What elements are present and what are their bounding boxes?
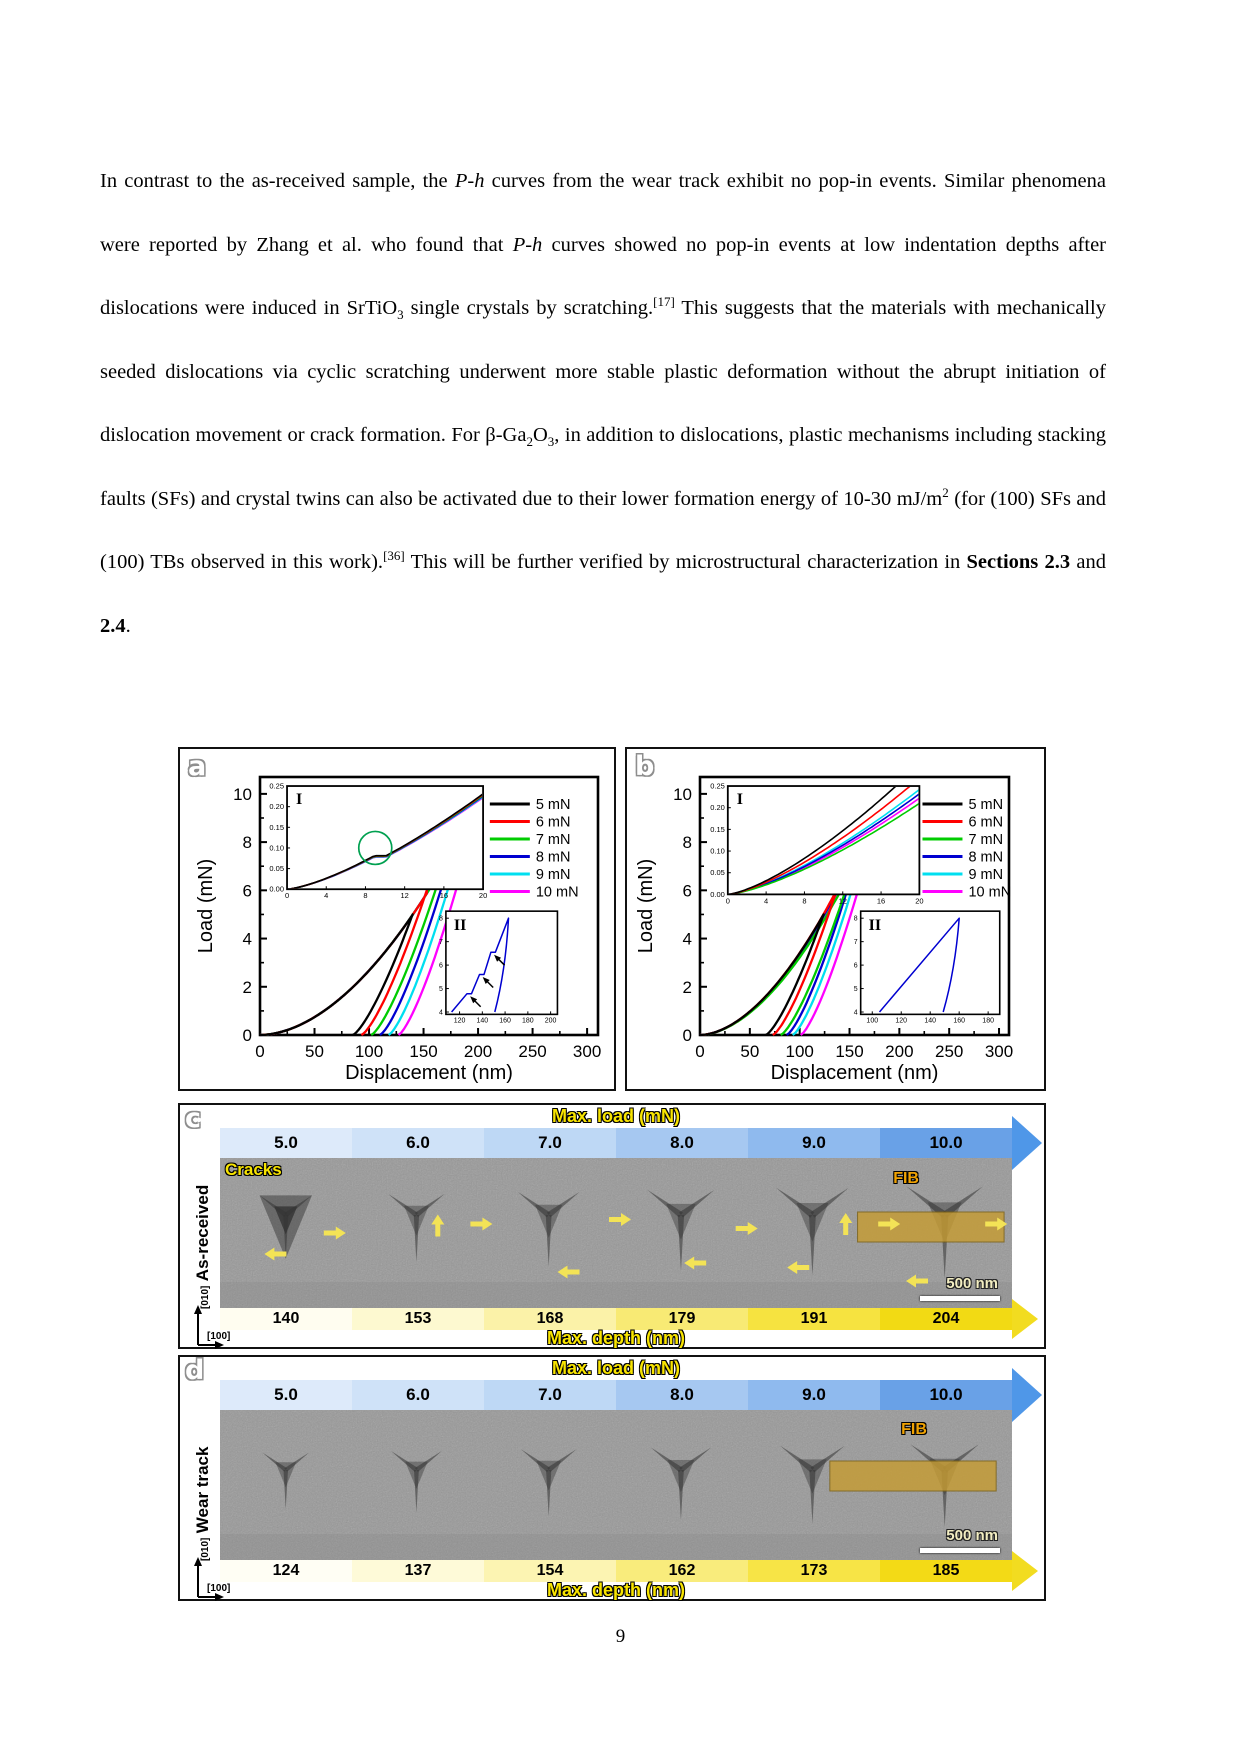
depth-value: 179 (616, 1308, 748, 1330)
svg-text:8: 8 (802, 896, 807, 906)
svg-text:8: 8 (242, 833, 252, 853)
svg-text:20: 20 (915, 896, 924, 906)
load-value: 5.0 (220, 1380, 352, 1410)
load-value: 7.0 (484, 1380, 616, 1410)
x-axis-label: Displacement (nm) (770, 1062, 939, 1084)
depth-scale-bar (220, 1308, 1012, 1330)
direction-100-label: [100] (207, 1331, 231, 1342)
svg-text:16: 16 (439, 891, 449, 901)
svg-text:12: 12 (400, 891, 409, 901)
svg-text:300: 300 (984, 1042, 1014, 1061)
direction-010-label: [010] (200, 1537, 211, 1561)
cracks-label: Cracks (225, 1160, 282, 1179)
legend-label: 9 mN (968, 867, 1004, 883)
svg-text:150: 150 (835, 1042, 864, 1061)
svg-text:250: 250 (935, 1042, 964, 1061)
svg-text:120: 120 (453, 1017, 466, 1025)
depth-value: 124 (220, 1560, 352, 1582)
max-load-title: Max. load (mN) (551, 1106, 680, 1126)
svg-text:6: 6 (853, 962, 858, 970)
svg-text:5: 5 (853, 986, 858, 994)
sem-micrograph (220, 1410, 1012, 1560)
svg-text:100: 100 (866, 1017, 879, 1025)
svg-text:6: 6 (242, 881, 252, 901)
svg-text:180: 180 (982, 1017, 994, 1025)
y-axis-label: Load (mN) (195, 858, 217, 954)
panel-c (178, 1103, 1046, 1349)
depth-value: 191 (748, 1308, 880, 1330)
svg-text:0: 0 (284, 891, 290, 901)
svg-text:7: 7 (438, 939, 443, 947)
load-value: 6.0 (352, 1128, 484, 1158)
svg-text:0.05: 0.05 (710, 868, 725, 878)
svg-text:12: 12 (838, 896, 847, 906)
svg-text:200: 200 (885, 1042, 914, 1061)
svg-text:100: 100 (354, 1042, 384, 1061)
svg-text:4: 4 (242, 929, 252, 949)
svg-text:50: 50 (305, 1042, 324, 1061)
row-label (193, 1185, 213, 1309)
sem-image-strip (220, 1410, 1012, 1560)
load-arrow-head-icon (1012, 1116, 1042, 1170)
direction-010-label: [010] (200, 1285, 211, 1309)
svg-text:10: 10 (233, 784, 252, 804)
x-axis-label: Displacement (nm) (345, 1062, 513, 1084)
legend-label: 8 mN (535, 849, 571, 866)
scalebar-label: 500 nm (946, 1275, 998, 1292)
svg-text:150: 150 (409, 1042, 438, 1061)
row-label (193, 1447, 213, 1561)
svg-text:0.15: 0.15 (710, 824, 725, 834)
legend-label: 6 mN (535, 814, 571, 831)
panel-b (625, 747, 1046, 1091)
svg-text:7: 7 (853, 939, 858, 947)
svg-text:0: 0 (242, 1026, 252, 1045)
depth-value: 140 (220, 1308, 352, 1330)
svg-text:200: 200 (544, 1017, 557, 1025)
direction-100-label: [100] (207, 1583, 231, 1594)
fib-label: FIB (901, 1420, 927, 1438)
svg-text:8: 8 (363, 891, 368, 901)
ph-chart-b (627, 749, 1044, 1089)
inset-II-label: II (453, 917, 467, 935)
svg-text:0.25: 0.25 (269, 781, 285, 791)
max-depth-title: Max. depth (nm) (547, 1580, 685, 1600)
load-value: 10.0 (880, 1128, 1012, 1158)
load-value: 10.0 (880, 1380, 1012, 1410)
panel-label-a: a (188, 751, 207, 782)
load-scale-bar (220, 1128, 1012, 1158)
sample-label: As-received (193, 1184, 212, 1282)
svg-text:0.05: 0.05 (269, 864, 285, 874)
svg-text:0: 0 (682, 1026, 692, 1045)
ph-chart-svg (627, 749, 1044, 1089)
svg-text:0.20: 0.20 (710, 803, 725, 813)
ph-chart-svg (180, 749, 614, 1089)
svg-text:140: 140 (476, 1017, 489, 1025)
legend-label: 7 mN (968, 832, 1004, 848)
svg-text:120: 120 (895, 1017, 908, 1025)
load-value: 6.0 (352, 1380, 484, 1410)
scalebar-label: 500 nm (946, 1527, 998, 1544)
svg-text:2: 2 (682, 977, 692, 997)
depth-value: 173 (748, 1560, 880, 1582)
fib-milling-area (858, 1212, 1005, 1242)
svg-text:8: 8 (438, 915, 443, 923)
svg-text:160: 160 (499, 1017, 511, 1025)
svg-text:8: 8 (682, 833, 692, 853)
svg-text:180: 180 (522, 1017, 534, 1025)
ph-chart-a (180, 749, 614, 1089)
svg-text:300: 300 (572, 1042, 602, 1061)
svg-text:0.20: 0.20 (269, 802, 285, 812)
load-value: 7.0 (484, 1128, 616, 1158)
load-value: 9.0 (748, 1380, 880, 1410)
depth-value: 185 (880, 1560, 1012, 1582)
legend-label: 5 mN (968, 797, 1004, 813)
y-axis-label: Load (mN) (635, 858, 657, 954)
svg-text:50: 50 (740, 1042, 760, 1061)
depth-value: 168 (484, 1308, 616, 1330)
load-arrow-head-icon (1012, 1368, 1042, 1422)
svg-text:100: 100 (785, 1042, 814, 1061)
inset-I-label: I (736, 791, 744, 809)
load-scale-bar (220, 1380, 1012, 1410)
inset-I-label: I (296, 791, 303, 809)
svg-text:6: 6 (438, 962, 443, 970)
panel-d (178, 1355, 1046, 1601)
legend-label: 5 mN (535, 797, 571, 813)
max-load-title: Max. load (mN) (551, 1358, 680, 1378)
legend-label: 10 mN (968, 884, 1012, 901)
svg-text:0.25: 0.25 (710, 781, 725, 791)
page-number: 9 (615, 1626, 626, 1647)
svg-text:0: 0 (725, 896, 730, 906)
svg-text:250: 250 (518, 1042, 547, 1061)
inset-II-label: II (868, 917, 882, 935)
depth-arrow-head-icon (1012, 1551, 1038, 1591)
svg-text:0.00: 0.00 (269, 884, 285, 894)
depth-scale-bar (220, 1560, 1012, 1582)
legend-label: 9 mN (535, 867, 571, 883)
load-value: 5.0 (220, 1128, 352, 1158)
depth-arrow-head-icon (1012, 1299, 1038, 1339)
svg-text:160: 160 (953, 1017, 966, 1025)
svg-text:4: 4 (682, 929, 692, 949)
svg-text:0.10: 0.10 (269, 843, 285, 853)
svg-text:0.15: 0.15 (269, 822, 285, 832)
depth-value: 162 (616, 1560, 748, 1582)
svg-text:20: 20 (478, 891, 488, 901)
depth-value: 154 (484, 1560, 616, 1582)
max-depth-title: Max. depth (nm) (547, 1328, 685, 1348)
depth-value: 153 (352, 1308, 484, 1330)
svg-text:4: 4 (764, 896, 769, 906)
panel-label-b: b (635, 751, 655, 782)
svg-text:8: 8 (853, 915, 858, 923)
depth-value: 204 (880, 1308, 1012, 1330)
panel-label-c: c (185, 1103, 202, 1134)
load-value: 8.0 (616, 1380, 748, 1410)
svg-text:2: 2 (242, 977, 252, 997)
legend-label: 10 mN (535, 884, 579, 901)
svg-text:4: 4 (438, 1009, 443, 1017)
inset-II (854, 911, 1000, 1024)
sem-image-strip (220, 1158, 1012, 1308)
legend-label: 8 mN (968, 849, 1004, 866)
legend-label: 7 mN (535, 832, 571, 848)
svg-text:0: 0 (695, 1042, 705, 1061)
scalebar (920, 1296, 1000, 1301)
fib-label: FIB (893, 1170, 919, 1187)
svg-text:5: 5 (438, 986, 443, 994)
svg-text:0: 0 (255, 1042, 265, 1061)
depth-value: 137 (352, 1560, 484, 1582)
inset-I (710, 765, 923, 906)
svg-text:0.10: 0.10 (710, 846, 725, 856)
svg-text:4: 4 (324, 891, 329, 901)
svg-text:16: 16 (876, 896, 886, 906)
panel-label-d: d (185, 1355, 205, 1386)
svg-text:0.00: 0.00 (710, 889, 725, 899)
load-value: 8.0 (616, 1128, 748, 1158)
svg-text:200: 200 (463, 1042, 493, 1061)
inset-I (269, 782, 487, 901)
svg-text:4: 4 (853, 1009, 858, 1017)
svg-text:10: 10 (673, 784, 692, 804)
fib-milling-area (830, 1461, 996, 1491)
inset-II (439, 911, 557, 1024)
scalebar (920, 1548, 1000, 1553)
svg-text:6: 6 (682, 881, 692, 901)
body-paragraph: In contrast to the as-received sample, the P-h curves from the wear track exhibit no pop-in events. Similar phenomena were reported by Zhang et al. who found that P-h curves showed no pop-in events at low indentation depths after dislocations were induced in SrTiO$_3$ single crystals by scratching.[17] This suggests that the materials with mechanically seeded dislocations via cyclic scratching underwent more stable plastic deformation without the abrupt initiation of dislocation movement or crack formation. For $\beta-Ga_2O_3$, in addition to dislocations, plastic mechanisms including stacking faults (SFs) and crystal twins can also be activated due to their lower formation energy of 10-30 $mJ/m^2$ (for (100) SFs and (100) TBs observed in this work).[36] This will be further verified by microstructural characterization in Sections 2.3 and 2.4. (100, 170, 1106, 637)
load-value: 9.0 (748, 1128, 880, 1158)
svg-text:140: 140 (924, 1017, 937, 1025)
legend-label: 6 mN (968, 814, 1004, 831)
sample-label: Wear track (193, 1446, 212, 1534)
panel-a (178, 747, 616, 1091)
